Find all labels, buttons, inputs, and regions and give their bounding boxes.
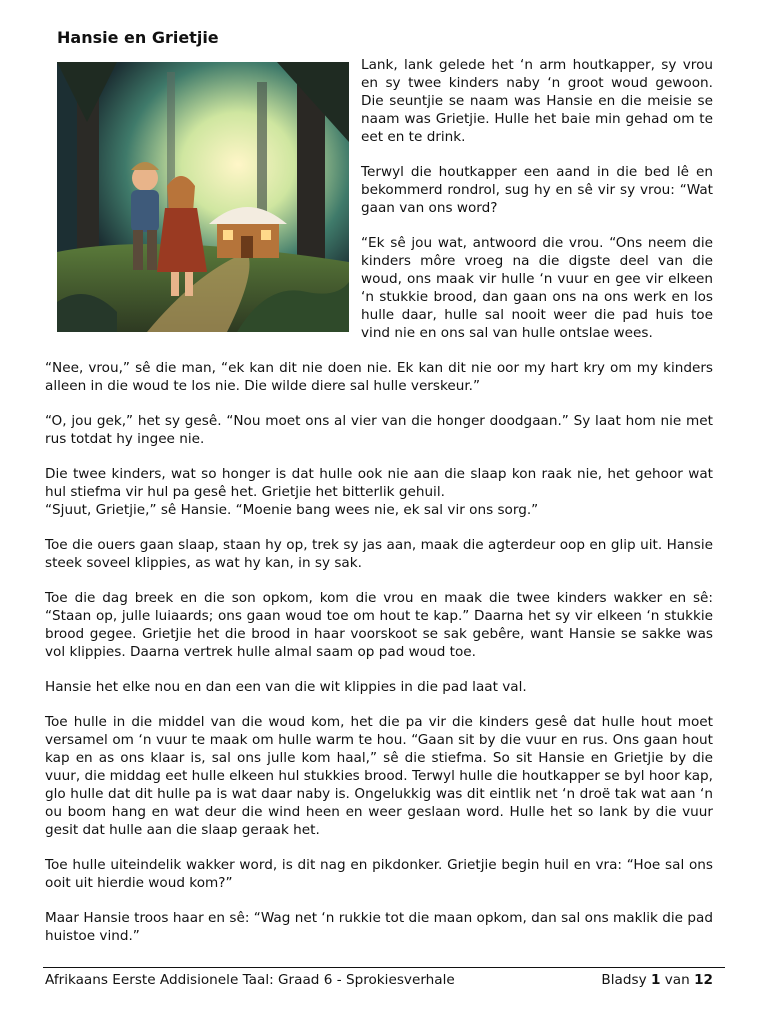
paragraph: Hansie het elke nou en dan een van die wit klippies in die pad laat val. <box>45 679 527 695</box>
page-number <box>601 972 713 988</box>
footer-course-title: Afrikaans Eerste Addisionele Taal: Graad 6 - Sprokiesverhale <box>45 972 455 988</box>
illustration-text-wrap-space <box>45 56 361 336</box>
paragraph: “Nee, vrou,” sê die man, “ek kan dit nie doen nie. Ek kan dit nie oor my hart kry om my kinders alleen in die woud te los nie. Die wilde diere sal hulle verskeur.” <box>45 360 713 394</box>
paragraph: Toe die dag breek en die son opkom, kom die vrou en maak die twee kinders wakker en sê: “Staan op, julle luiaards; ons gaan woud toe om hout te kap.” Daarna het sy vir elkeen ‘n stukkie brood gegee. Grietjie het die brood in haar voorskoot se sak gebêre, want Hansie se sakke was vol klippies. Daarna vertrek hulle almal saam op pad woud toe. <box>45 590 713 660</box>
paragraph: Toe hulle in die middel van die woud kom, het die pa vir die kinders gesê dat hulle hout moet versamel om ‘n vuur te maak om hulle warm te hou. “Gaan sit by die vuur en rus. Ons gaan hout kap en as ons klaar is, sal ons julle kom haal,” sê die stiefma. So sit Hansie en Grietjie by die vuur, die middag eet hulle elkeen hul stukkies brood. Terwyl hulle die houtkapper se byl hoor kap, glo hulle dat dit hulle pa is wat daar naby is. Ongelukkig was dit eintlik net ‘n droë tak wat aan ‘n ou boom hang en wat deur die wind heen en weer geslaan word. Hulle het so lank by die vuur gesit dat hulle aan die slaap geraak het. <box>45 714 713 838</box>
paragraph: Toe die ouers gaan slaap, staan hy op, trek sy jas aan, maak die agterdeur oop en glip uit. Hansie steek soveel klippies, as wat hy kan, in sy sak. <box>45 537 713 571</box>
paragraph: Terwyl die houtkapper een aand in die bed lê en bekommerd rondrol, sug hy en sê vir sy vrou: “Wat gaan van ons word? <box>361 164 713 216</box>
paragraph: Die twee kinders, wat so honger is dat hulle ook nie aan die slaap kon raak nie, het gehoor wat hul stiefma vir hul pa gesê het. Grietjie het bitterlik gehuil. <box>45 466 713 500</box>
page-label: Bladsy <box>601 972 647 988</box>
page-of-label: van <box>664 972 690 988</box>
footer-divider <box>43 967 725 968</box>
total-pages-number: 12 <box>694 972 713 988</box>
page-footer <box>45 972 713 988</box>
story-text <box>45 56 713 945</box>
paragraph: Lank, lank gelede het ‘n arm houtkapper, sy vrou en sy twee kinders naby ‘n groot woud gewoon. Die seuntjie se naam was Hansie en die meisie se naam was Grietjie. Hulle het baie min gehad om te eet en te drink. <box>361 57 713 145</box>
paragraph: “O, jou gek,” het sy gesê. “Nou moet ons al vier van die honger doodgaan.” Sy laat hom nie met rus totdat hy ingee nie. <box>45 413 713 447</box>
current-page-number: 1 <box>650 972 661 988</box>
paragraph: Maar Hansie troos haar en sê: “Wag net ‘n rukkie tot die maan opkom, dan sal ons maklik die pad huistoe vind.” <box>45 910 713 944</box>
paragraph: “Ek sê jou wat, antwoord die vrou. “Ons neem die kinders môre vroeg na die digste deel van die woud, ons maak vir hulle ‘n vuur en gee vir elkeen ‘n stukkie brood, dan gaan ons na ons werk en los hulle daar, hulle sal nooit weer die pad huis toe vind nie en ons sal van hulle ontslae wees. <box>361 235 713 341</box>
paragraph: Toe hulle uiteindelik wakker word, is dit nag en pikdonker. Grietjie begin huil en vra: “Hoe sal ons ooit uit hierdie woud kom?” <box>45 857 713 891</box>
page-title: Hansie en Grietjie <box>57 28 219 47</box>
paragraph: “Sjuut, Grietjie,” sê Hansie. “Moenie bang wees nie, ek sal vir ons sorg.” <box>45 502 539 518</box>
